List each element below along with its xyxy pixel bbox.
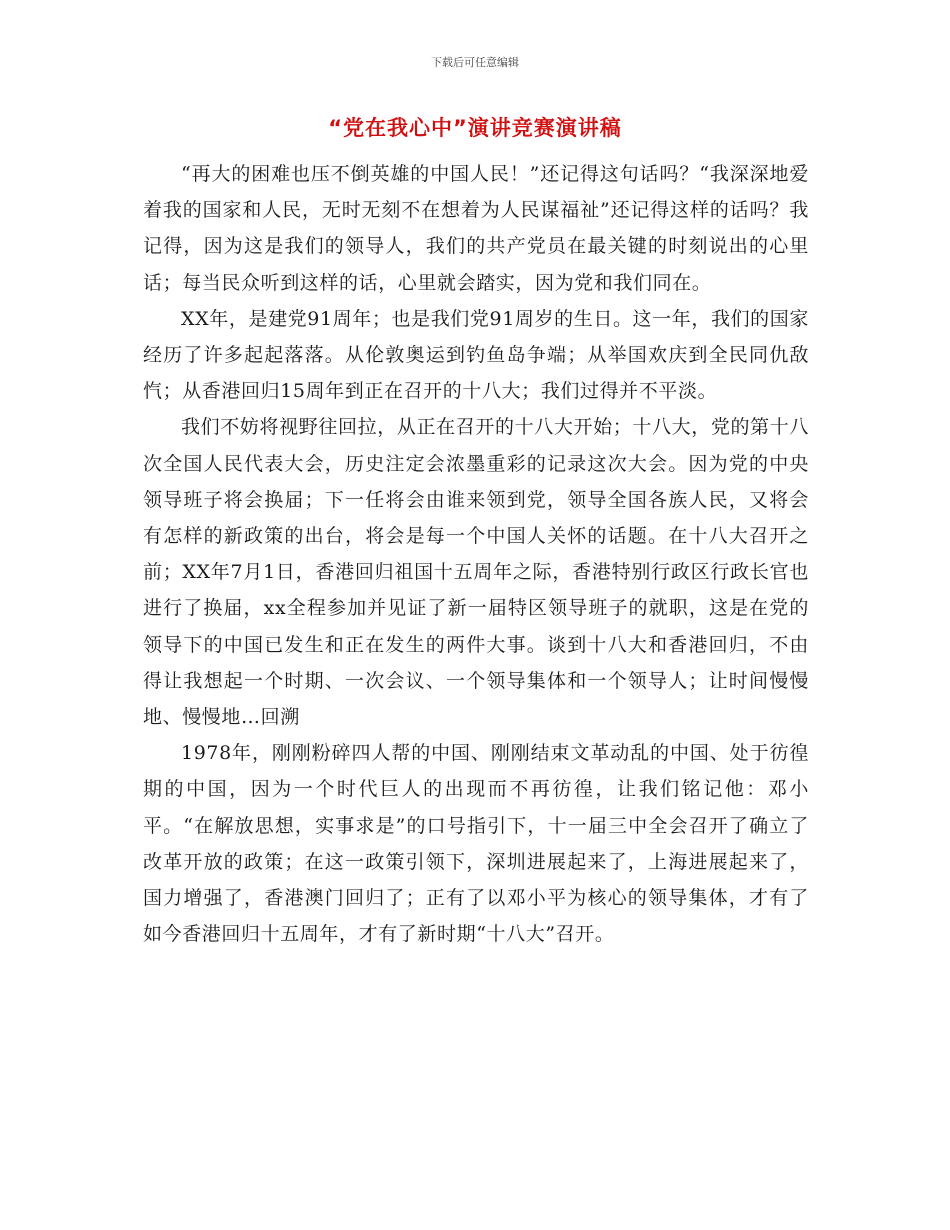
paragraph-1: “再大的困难也压不倒英雄的中国人民！”还记得这句话吗？“我深深地爱着我的国家和人民，无时无刻不在想着为人民谋福祉”还记得这样的话吗？我记得，因为这是我们的领导人，我们的共产党员在最关键的时刻说出的心里话；每当民众听到这样的话，心里就会踏实，因为党和我们同在。 <box>143 163 809 294</box>
paragraph-2: XX年，是建党91周年；也是我们党91周岁的生日。这一年，我们的国家经历了许多起起落落。从伦敦奥运到钓鱼岛争端；从举国欢庆到全民同仇敌忾；从香港回归15周年到正在召开的十八大；我们过得并不平淡。 <box>143 307 809 403</box>
page-header: 下载后可任意编辑 <box>431 56 519 69</box>
paragraph-3: 我们不妨将视野往回拉，从正在召开的十八大开始；十八大，党的第十八次全国人民代表大会，历史注定会浓墨重彩的记录这次大会。因为党的中央领导班子将会换届；下一任将会由谁来领到党，领导全国各族人民，又将会有怎样的新政策的出台，将会是每一个中国人关怀的话题。在十八大召开之前；XX年7月1日，香港回归祖国十五周年之际，香港特别行政区行政长官也进行了换届，xx全程参加并见证了新一届特区领导班子的就职，这是在党的领导下的中国已发生和正在发生的两件大事。谈到十八大和香港回归，不由得让我想起一个时期、一次会议、一个领导集体和一个领导人；让时间慢慢地、慢慢地…回溯 <box>143 416 809 729</box>
document-title: “党在我心中”演讲竞赛演讲稿 <box>328 116 622 140</box>
paragraph-4: 1978年，刚刚粉碎四人帮的中国、刚刚结束文革动乱的中国、处于彷徨期的中国，因为一个时代巨人的出现而不再彷徨，让我们铭记他：邓小平。“在解放思想，实事求是”的口号指引下，十一届三中全会召开了确立了改革开放的政策；在这一政策引领下，深圳进展起来了，上海进展起来了，国力增强了，香港澳门回归了；正有了以邓小平为核心的领导集体，才有了如今香港回归十五周年，才有了新时期“十八大”召开。 <box>143 742 809 946</box>
document-body <box>143 156 809 952</box>
